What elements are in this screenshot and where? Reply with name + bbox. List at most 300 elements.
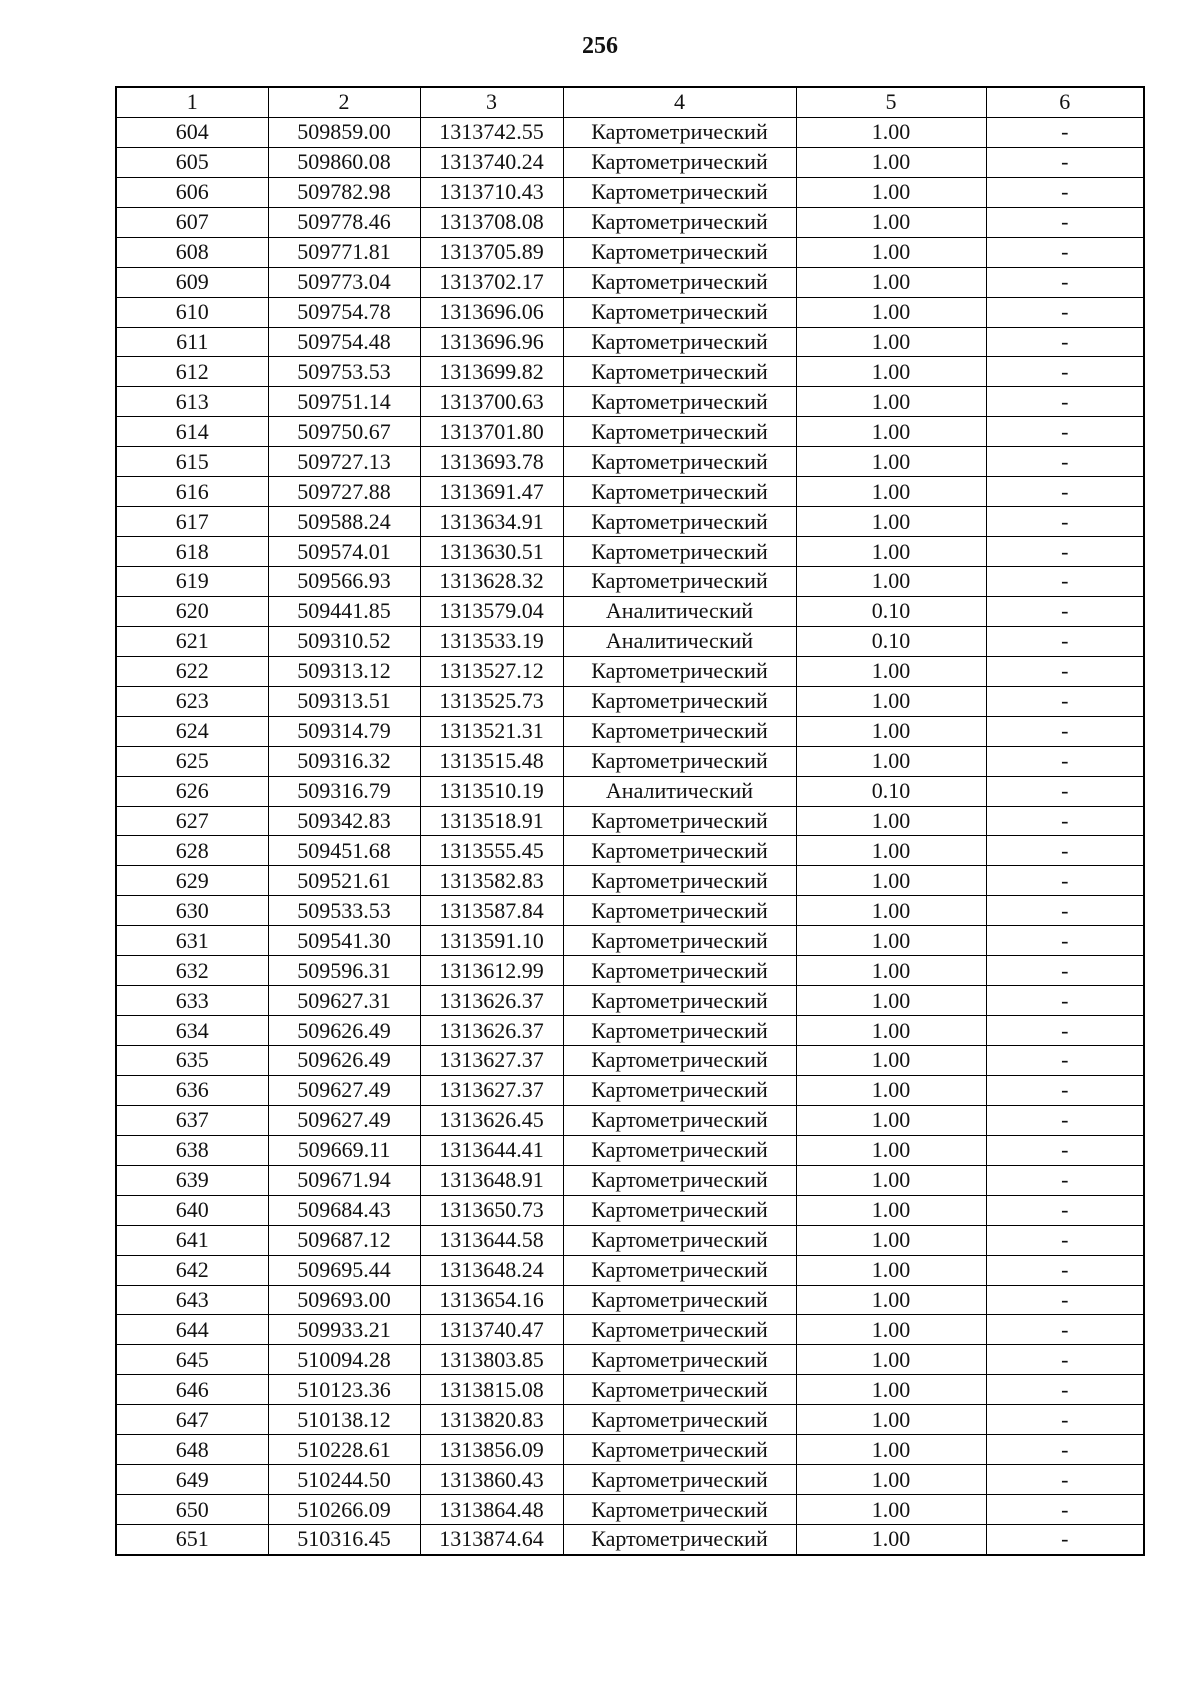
y-coordinate-cell: 1313533.19 (420, 626, 563, 656)
point-number-cell: 608 (116, 237, 268, 267)
method-cell: Картометрический (563, 1016, 796, 1046)
table-row (116, 537, 1144, 567)
accuracy-cell: 1.00 (796, 117, 986, 147)
y-coordinate-cell: 1313803.85 (420, 1345, 563, 1375)
point-number-cell: 632 (116, 956, 268, 986)
point-number-cell: 631 (116, 926, 268, 956)
table-row (116, 207, 1144, 237)
method-cell: Картометрический (563, 836, 796, 866)
note-cell: - (986, 986, 1144, 1016)
y-coordinate-cell: 1313820.83 (420, 1405, 563, 1435)
y-coordinate-cell: 1313521.31 (420, 716, 563, 746)
x-coordinate-cell: 510094.28 (268, 1345, 420, 1375)
method-cell: Картометрический (563, 956, 796, 986)
point-number-cell: 607 (116, 207, 268, 237)
accuracy-cell: 1.00 (796, 986, 986, 1016)
table-row (116, 1195, 1144, 1225)
y-coordinate-cell: 1313742.55 (420, 117, 563, 147)
table-row (116, 1375, 1144, 1405)
table-row (116, 686, 1144, 716)
column-header-2: 2 (268, 87, 420, 117)
accuracy-cell: 0.10 (796, 626, 986, 656)
accuracy-cell: 1.00 (796, 1195, 986, 1225)
x-coordinate-cell: 509626.49 (268, 1046, 420, 1076)
table-body (116, 117, 1144, 1555)
accuracy-cell: 1.00 (796, 477, 986, 507)
point-number-cell: 638 (116, 1135, 268, 1165)
note-cell: - (986, 1285, 1144, 1315)
method-cell: Картометрический (563, 986, 796, 1016)
y-coordinate-cell: 1313708.08 (420, 207, 563, 237)
note-cell: - (986, 477, 1144, 507)
point-number-cell: 645 (116, 1345, 268, 1375)
accuracy-cell: 1.00 (796, 297, 986, 327)
method-cell: Картометрический (563, 1495, 796, 1525)
point-number-cell: 617 (116, 507, 268, 537)
note-cell: - (986, 1075, 1144, 1105)
accuracy-cell: 1.00 (796, 447, 986, 477)
x-coordinate-cell: 509626.49 (268, 1016, 420, 1046)
method-cell: Картометрический (563, 866, 796, 896)
point-number-cell: 616 (116, 477, 268, 507)
y-coordinate-cell: 1313630.51 (420, 537, 563, 567)
method-cell: Аналитический (563, 596, 796, 626)
y-coordinate-cell: 1313691.47 (420, 477, 563, 507)
point-number-cell: 613 (116, 387, 268, 417)
point-number-cell: 615 (116, 447, 268, 477)
point-number-cell: 642 (116, 1255, 268, 1285)
table-row (116, 716, 1144, 746)
note-cell: - (986, 1315, 1144, 1345)
x-coordinate-cell: 509782.98 (268, 177, 420, 207)
method-cell: Картометрический (563, 1225, 796, 1255)
table-row (116, 1016, 1144, 1046)
method-cell: Аналитический (563, 626, 796, 656)
y-coordinate-cell: 1313696.96 (420, 327, 563, 357)
method-cell: Картометрический (563, 177, 796, 207)
y-coordinate-cell: 1313654.16 (420, 1285, 563, 1315)
y-coordinate-cell: 1313701.80 (420, 417, 563, 447)
page-number: 256 (582, 33, 618, 59)
table-row (116, 1465, 1144, 1495)
method-cell: Картометрический (563, 806, 796, 836)
note-cell: - (986, 776, 1144, 806)
method-cell: Картометрический (563, 387, 796, 417)
point-number-cell: 644 (116, 1315, 268, 1345)
table-row (116, 776, 1144, 806)
x-coordinate-cell: 509313.51 (268, 686, 420, 716)
table-row (116, 507, 1144, 537)
x-coordinate-cell: 510228.61 (268, 1435, 420, 1465)
method-cell: Картометрический (563, 1255, 796, 1285)
y-coordinate-cell: 1313700.63 (420, 387, 563, 417)
point-number-cell: 649 (116, 1465, 268, 1495)
note-cell: - (986, 1345, 1144, 1375)
y-coordinate-cell: 1313626.45 (420, 1105, 563, 1135)
table-row (116, 327, 1144, 357)
point-number-cell: 646 (116, 1375, 268, 1405)
table-row (116, 806, 1144, 836)
x-coordinate-cell: 509316.32 (268, 746, 420, 776)
method-cell: Картометрический (563, 686, 796, 716)
accuracy-cell: 1.00 (796, 1046, 986, 1076)
note-cell: - (986, 686, 1144, 716)
method-cell: Картометрический (563, 117, 796, 147)
y-coordinate-cell: 1313518.91 (420, 806, 563, 836)
table-row (116, 896, 1144, 926)
x-coordinate-cell: 509860.08 (268, 147, 420, 177)
method-cell: Картометрический (563, 567, 796, 597)
accuracy-cell: 1.00 (796, 327, 986, 357)
note-cell: - (986, 1525, 1144, 1555)
accuracy-cell: 1.00 (796, 507, 986, 537)
note-cell: - (986, 147, 1144, 177)
x-coordinate-cell: 509859.00 (268, 117, 420, 147)
accuracy-cell: 1.00 (796, 866, 986, 896)
point-number-cell: 619 (116, 567, 268, 597)
x-coordinate-cell: 509627.31 (268, 986, 420, 1016)
note-cell: - (986, 746, 1144, 776)
note-cell: - (986, 896, 1144, 926)
point-number-cell: 628 (116, 836, 268, 866)
method-cell: Картометрический (563, 147, 796, 177)
method-cell: Картометрический (563, 926, 796, 956)
note-cell: - (986, 267, 1144, 297)
method-cell: Картометрический (563, 1285, 796, 1315)
accuracy-cell: 1.00 (796, 1495, 986, 1525)
y-coordinate-cell: 1313627.37 (420, 1046, 563, 1076)
x-coordinate-cell: 509933.21 (268, 1315, 420, 1345)
x-coordinate-cell: 510244.50 (268, 1465, 420, 1495)
table-row (116, 1525, 1144, 1555)
point-number-cell: 614 (116, 417, 268, 447)
table-row (116, 1255, 1144, 1285)
x-coordinate-cell: 509588.24 (268, 507, 420, 537)
accuracy-cell: 1.00 (796, 1465, 986, 1495)
y-coordinate-cell: 1313696.06 (420, 297, 563, 327)
accuracy-cell: 1.00 (796, 1435, 986, 1465)
table-row (116, 1345, 1144, 1375)
method-cell: Картометрический (563, 1165, 796, 1195)
x-coordinate-cell: 509671.94 (268, 1165, 420, 1195)
coordinates-table (115, 86, 1145, 1556)
point-number-cell: 651 (116, 1525, 268, 1555)
y-coordinate-cell: 1313693.78 (420, 447, 563, 477)
y-coordinate-cell: 1313815.08 (420, 1375, 563, 1405)
note-cell: - (986, 836, 1144, 866)
table-row (116, 117, 1144, 147)
column-header-5: 5 (796, 87, 986, 117)
y-coordinate-cell: 1313874.64 (420, 1525, 563, 1555)
y-coordinate-cell: 1313702.17 (420, 267, 563, 297)
accuracy-cell: 1.00 (796, 806, 986, 836)
table-row (116, 1285, 1144, 1315)
x-coordinate-cell: 509627.49 (268, 1105, 420, 1135)
table-row (116, 1405, 1144, 1435)
accuracy-cell: 1.00 (796, 1135, 986, 1165)
x-coordinate-cell: 509695.44 (268, 1255, 420, 1285)
point-number-cell: 624 (116, 716, 268, 746)
accuracy-cell: 1.00 (796, 1405, 986, 1435)
y-coordinate-cell: 1313644.41 (420, 1135, 563, 1165)
method-cell: Картометрический (563, 1195, 796, 1225)
table-row (116, 1135, 1144, 1165)
point-number-cell: 609 (116, 267, 268, 297)
accuracy-cell: 1.00 (796, 1345, 986, 1375)
method-cell: Картометрический (563, 1405, 796, 1435)
point-number-cell: 648 (116, 1435, 268, 1465)
table-row (116, 1315, 1144, 1345)
note-cell: - (986, 656, 1144, 686)
table-row (116, 1495, 1144, 1525)
y-coordinate-cell: 1313648.24 (420, 1255, 563, 1285)
method-cell: Картометрический (563, 237, 796, 267)
accuracy-cell: 1.00 (796, 1016, 986, 1046)
y-coordinate-cell: 1313740.47 (420, 1315, 563, 1345)
accuracy-cell: 1.00 (796, 237, 986, 267)
accuracy-cell: 1.00 (796, 177, 986, 207)
method-cell: Картометрический (563, 357, 796, 387)
method-cell: Картометрический (563, 1465, 796, 1495)
accuracy-cell: 1.00 (796, 926, 986, 956)
accuracy-cell: 1.00 (796, 1375, 986, 1405)
point-number-cell: 629 (116, 866, 268, 896)
accuracy-cell: 0.10 (796, 776, 986, 806)
x-coordinate-cell: 509753.53 (268, 357, 420, 387)
table-row (116, 596, 1144, 626)
y-coordinate-cell: 1313626.37 (420, 1016, 563, 1046)
method-cell: Картометрический (563, 537, 796, 567)
column-header-3: 3 (420, 87, 563, 117)
method-cell: Картометрический (563, 656, 796, 686)
note-cell: - (986, 567, 1144, 597)
accuracy-cell: 1.00 (796, 147, 986, 177)
y-coordinate-cell: 1313650.73 (420, 1195, 563, 1225)
note-cell: - (986, 806, 1144, 836)
y-coordinate-cell: 1313864.48 (420, 1495, 563, 1525)
x-coordinate-cell: 509778.46 (268, 207, 420, 237)
method-cell: Картометрический (563, 447, 796, 477)
note-cell: - (986, 1105, 1144, 1135)
y-coordinate-cell: 1313634.91 (420, 507, 563, 537)
x-coordinate-cell: 509596.31 (268, 956, 420, 986)
x-coordinate-cell: 509316.79 (268, 776, 420, 806)
column-header-4: 4 (563, 87, 796, 117)
x-coordinate-cell: 509314.79 (268, 716, 420, 746)
x-coordinate-cell: 509566.93 (268, 567, 420, 597)
accuracy-cell: 1.00 (796, 1285, 986, 1315)
point-number-cell: 630 (116, 896, 268, 926)
point-number-cell: 643 (116, 1285, 268, 1315)
y-coordinate-cell: 1313710.43 (420, 177, 563, 207)
note-cell: - (986, 926, 1144, 956)
x-coordinate-cell: 509451.68 (268, 836, 420, 866)
accuracy-cell: 1.00 (796, 1105, 986, 1135)
method-cell: Картометрический (563, 207, 796, 237)
accuracy-cell: 1.00 (796, 716, 986, 746)
note-cell: - (986, 1495, 1144, 1525)
note-cell: - (986, 1046, 1144, 1076)
table-row (116, 177, 1144, 207)
x-coordinate-cell: 510266.09 (268, 1495, 420, 1525)
table-row (116, 387, 1144, 417)
point-number-cell: 650 (116, 1495, 268, 1525)
accuracy-cell: 1.00 (796, 1255, 986, 1285)
method-cell: Картометрический (563, 1105, 796, 1135)
point-number-cell: 620 (116, 596, 268, 626)
accuracy-cell: 1.00 (796, 1165, 986, 1195)
x-coordinate-cell: 509533.53 (268, 896, 420, 926)
x-coordinate-cell: 509693.00 (268, 1285, 420, 1315)
accuracy-cell: 1.00 (796, 1315, 986, 1345)
y-coordinate-cell: 1313627.37 (420, 1075, 563, 1105)
note-cell: - (986, 1016, 1144, 1046)
point-number-cell: 621 (116, 626, 268, 656)
table-row (116, 1225, 1144, 1255)
table-row (116, 1075, 1144, 1105)
point-number-cell: 622 (116, 656, 268, 686)
note-cell: - (986, 596, 1144, 626)
x-coordinate-cell: 509574.01 (268, 537, 420, 567)
x-coordinate-cell: 509751.14 (268, 387, 420, 417)
note-cell: - (986, 1165, 1144, 1195)
method-cell: Картометрический (563, 1135, 796, 1165)
y-coordinate-cell: 1313612.99 (420, 956, 563, 986)
y-coordinate-cell: 1313628.32 (420, 567, 563, 597)
point-number-cell: 647 (116, 1405, 268, 1435)
table-row (116, 836, 1144, 866)
table-row (116, 1046, 1144, 1076)
y-coordinate-cell: 1313644.58 (420, 1225, 563, 1255)
y-coordinate-cell: 1313860.43 (420, 1465, 563, 1495)
table-row (116, 1435, 1144, 1465)
method-cell: Картометрический (563, 1435, 796, 1465)
accuracy-cell: 1.00 (796, 207, 986, 237)
table-row (116, 986, 1144, 1016)
point-number-cell: 637 (116, 1105, 268, 1135)
accuracy-cell: 1.00 (796, 537, 986, 567)
point-number-cell: 635 (116, 1046, 268, 1076)
accuracy-cell: 1.00 (796, 956, 986, 986)
method-cell: Картометрический (563, 297, 796, 327)
note-cell: - (986, 1465, 1144, 1495)
table-row (116, 447, 1144, 477)
method-cell: Картометрический (563, 1375, 796, 1405)
x-coordinate-cell: 509754.48 (268, 327, 420, 357)
accuracy-cell: 1.00 (796, 357, 986, 387)
method-cell: Картометрический (563, 746, 796, 776)
note-cell: - (986, 237, 1144, 267)
x-coordinate-cell: 510123.36 (268, 1375, 420, 1405)
table-row (116, 147, 1144, 177)
y-coordinate-cell: 1313555.45 (420, 836, 563, 866)
note-cell: - (986, 1435, 1144, 1465)
table-row (116, 567, 1144, 597)
method-cell: Картометрический (563, 1046, 796, 1076)
accuracy-cell: 1.00 (796, 896, 986, 926)
table-row (116, 237, 1144, 267)
column-header-1: 1 (116, 87, 268, 117)
accuracy-cell: 1.00 (796, 567, 986, 597)
method-cell: Картометрический (563, 896, 796, 926)
x-coordinate-cell: 509727.88 (268, 477, 420, 507)
note-cell: - (986, 537, 1144, 567)
point-number-cell: 623 (116, 686, 268, 716)
table-row (116, 267, 1144, 297)
y-coordinate-cell: 1313515.48 (420, 746, 563, 776)
y-coordinate-cell: 1313626.37 (420, 986, 563, 1016)
method-cell: Картометрический (563, 1345, 796, 1375)
x-coordinate-cell: 509313.12 (268, 656, 420, 686)
note-cell: - (986, 1225, 1144, 1255)
x-coordinate-cell: 509441.85 (268, 596, 420, 626)
y-coordinate-cell: 1313705.89 (420, 237, 563, 267)
accuracy-cell: 1.00 (796, 387, 986, 417)
y-coordinate-cell: 1313525.73 (420, 686, 563, 716)
x-coordinate-cell: 510316.45 (268, 1525, 420, 1555)
table-row (116, 656, 1144, 686)
method-cell: Картометрический (563, 327, 796, 357)
note-cell: - (986, 1195, 1144, 1225)
note-cell: - (986, 866, 1144, 896)
x-coordinate-cell: 509627.49 (268, 1075, 420, 1105)
method-cell: Аналитический (563, 776, 796, 806)
accuracy-cell: 1.00 (796, 1525, 986, 1555)
x-coordinate-cell: 509727.13 (268, 447, 420, 477)
note-cell: - (986, 447, 1144, 477)
table-row (116, 866, 1144, 896)
method-cell: Картометрический (563, 417, 796, 447)
point-number-cell: 606 (116, 177, 268, 207)
table-row (116, 297, 1144, 327)
method-cell: Картометрический (563, 716, 796, 746)
note-cell: - (986, 1375, 1144, 1405)
accuracy-cell: 1.00 (796, 746, 986, 776)
method-cell: Картометрический (563, 1525, 796, 1555)
point-number-cell: 626 (116, 776, 268, 806)
y-coordinate-cell: 1313699.82 (420, 357, 563, 387)
method-cell: Картометрический (563, 267, 796, 297)
x-coordinate-cell: 509687.12 (268, 1225, 420, 1255)
note-cell: - (986, 327, 1144, 357)
point-number-cell: 625 (116, 746, 268, 776)
note-cell: - (986, 177, 1144, 207)
point-number-cell: 636 (116, 1075, 268, 1105)
note-cell: - (986, 357, 1144, 387)
note-cell: - (986, 716, 1144, 746)
point-number-cell: 639 (116, 1165, 268, 1195)
accuracy-cell: 1.00 (796, 417, 986, 447)
note-cell: - (986, 417, 1144, 447)
table-row (116, 956, 1144, 986)
y-coordinate-cell: 1313856.09 (420, 1435, 563, 1465)
x-coordinate-cell: 509541.30 (268, 926, 420, 956)
table-header-row (116, 87, 1144, 117)
x-coordinate-cell: 509310.52 (268, 626, 420, 656)
x-coordinate-cell: 509521.61 (268, 866, 420, 896)
method-cell: Картометрический (563, 1315, 796, 1345)
method-cell: Картометрический (563, 507, 796, 537)
point-number-cell: 610 (116, 297, 268, 327)
note-cell: - (986, 507, 1144, 537)
table-row (116, 357, 1144, 387)
y-coordinate-cell: 1313582.83 (420, 866, 563, 896)
y-coordinate-cell: 1313648.91 (420, 1165, 563, 1195)
point-number-cell: 612 (116, 357, 268, 387)
y-coordinate-cell: 1313591.10 (420, 926, 563, 956)
x-coordinate-cell: 509342.83 (268, 806, 420, 836)
point-number-cell: 634 (116, 1016, 268, 1046)
